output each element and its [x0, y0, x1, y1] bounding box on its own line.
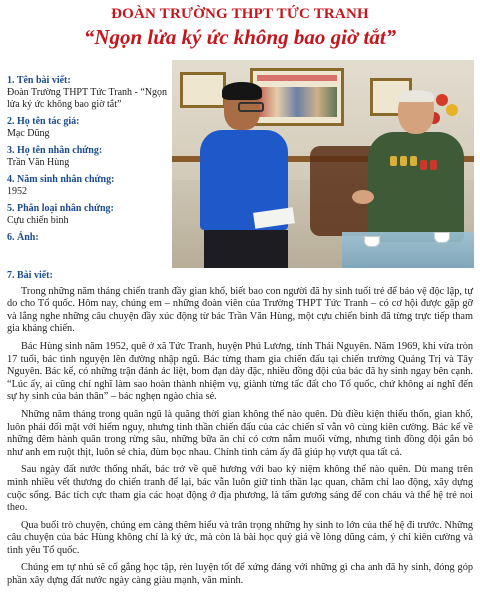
article-paragraph: Qua buổi trò chuyện, chúng em càng thêm hiểu và trân trọng những hy sinh to lớn của thế hệ đi trước. Những câu chuyện của bác Hùng không chỉ là ký ức, mà còn là bài học quý giá về lòng dũng cảm, ý chí kiên cường và tình yêu Tổ quốc. — [7, 519, 473, 556]
header — [0, 6, 480, 50]
article-paragraph: Sau ngày đất nước thống nhất, bác trở về quê hương với bao kỷ niệm không thể nào quên. Dù mang trên mình nhiều vết thương do chiến tranh để lại, bác vẫn luôn giữ tinh thần lạc quan, chăm chỉ lao động, xây dựng cuộc sống. Bác tích cực tham gia các hoạt động ở địa phương, là tấm gương sáng để con cháu và thế hệ trẻ noi theo. — [7, 464, 473, 514]
article-paragraph: Bác Hùng sinh năm 1952, quê ở xã Tức Tranh, huyện Phú Lương, tỉnh Thái Nguyên. Năm 1969, khi vừa tròn 17 tuổi, bác tình nguyện lên đường nhập ngũ. Bác từng tham gia chiến đấu tại chiến trường Quảng Trị và Tây Nguyên. Bác kể, có những trận đánh ác liệt, bom đạn dày đặc, nhiều đồng đội của bác đã hy sinh ngay bên cạnh. “Lúc ấy, ai cũng chỉ nghĩ làm sao hoàn thành nhiệm vụ, giành từng tấc đất cho Tổ quốc, chứ không ai nghĩ đến sự hy sinh của bản thân” – bác nghẹn ngào chia sẻ. — [7, 340, 473, 403]
meta-label-witness: 3. Họ tên nhân chứng: — [7, 145, 103, 156]
article-paragraph: Những năm tháng trong quân ngũ là quãng thời gian không thể nào quên. Dù điều kiện thiếu thốn, gian khổ, luôn phải đối mặt với hiểm nguy, nhưng tinh thần chiến đấu của các chiến sĩ vẫn vô cùng kiên cường. Bác kể về những đêm hành quân trong rừng sâu, những bữa ăn chỉ có cơm nắm muối vừng, nhưng tình đồng đội gắn bó như anh em ruột thịt, luôn sẻ chia, đùm bọc nhau. Chính tình cảm ấy đã giúp họ vượt qua tất cả. — [7, 408, 473, 458]
student-interviewer — [190, 80, 294, 268]
meta-value-category: Cựu chiến binh — [7, 215, 69, 226]
meta-label-category: 5. Phân loại nhân chứng: — [7, 203, 114, 214]
school-name: ĐOÀN TRƯỜNG THPT TỨC TRANH — [111, 6, 369, 22]
article-paragraph: Chúng em tự nhủ sẽ cố gắng học tập, rèn luyện tốt để xứng đáng với những gì cha anh đã hy sinh, đóng góp phần xây dựng đất nước ngày càng giàu mạnh, văn minh. — [7, 562, 473, 587]
tea-cup — [434, 232, 450, 243]
meta-label-birth-year: 4. Năm sinh nhân chứng: — [7, 174, 115, 185]
meta-label-author: 2. Họ tên tác giả: — [7, 116, 80, 127]
meta-value-title: Đoàn Trường THPT Tức Tranh - “Ngọn lửa ký ức không bao giờ tắt” — [7, 87, 168, 110]
glass-table — [342, 232, 474, 268]
article-body — [7, 270, 473, 593]
tea-cup — [364, 236, 380, 247]
article-paragraph: Trong những năm tháng chiến tranh đầy gian khổ, biết bao con người đã hy sinh tuổi trẻ để bảo vệ độc lập, tự do cho Tổ quốc. Hôm nay, chúng em – những đoàn viên của Trường THPT Tức Tranh – có cơ hội được gặp gỡ và lắng nghe những câu chuyện đầy xúc động từ bác Trần Văn Hùng, một cựu chiến binh đã từng trực tiếp tham gia kháng chiến. — [7, 285, 473, 335]
meta-value-witness: Trần Văn Hùng — [7, 157, 70, 168]
meta-value-author: Mạc Dũng — [7, 128, 50, 139]
meta-label-title: 1. Tên bài viết: — [7, 75, 71, 86]
article-label: 7. Bài viết: — [7, 270, 53, 281]
article-title: “Ngọn lửa ký ức không bao giờ tắt” — [83, 25, 397, 49]
meta-label-photo: 6. Ảnh: — [7, 232, 39, 243]
metadata-panel — [7, 70, 175, 244]
interview-photo — [172, 60, 474, 268]
meta-value-birth-year: 1952 — [7, 186, 27, 197]
